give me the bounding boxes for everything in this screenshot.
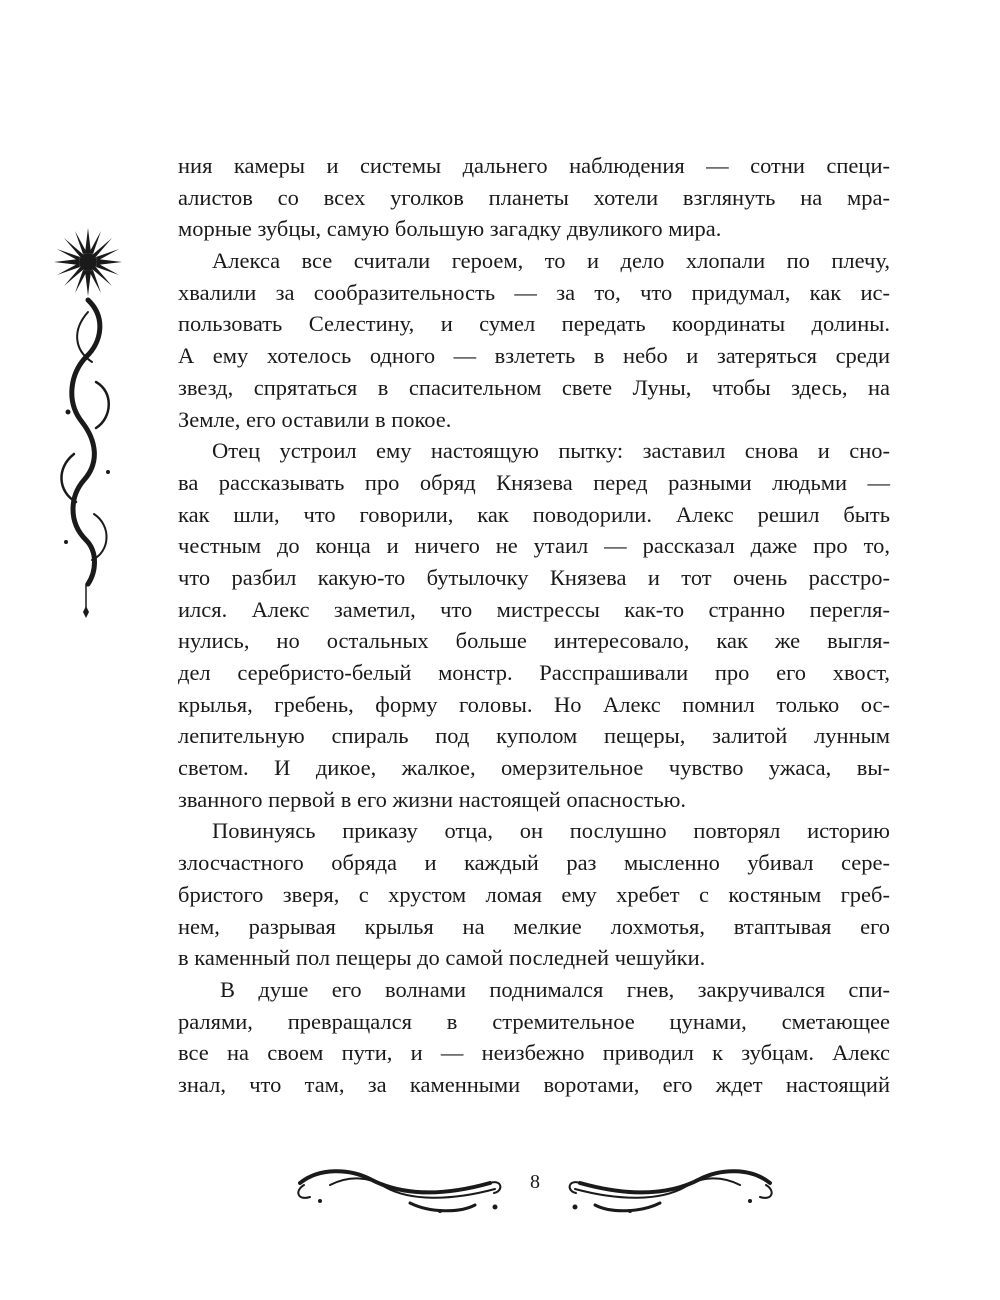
text-line: как шли, что говорили, как поводорили. Алекс решил быть	[178, 501, 890, 527]
text-line: ился. Алекс заметил, что мистрессы как-то странно перегля-	[178, 596, 890, 622]
footer-left-flourish	[290, 1155, 510, 1225]
text-line: ва рассказывать про обряд Князева перед разными людьми —	[178, 469, 890, 495]
text-line: А ему хотелось одного — взлететь в небо и затеряться среди	[178, 343, 890, 369]
text-line: нем, разрывая крылья на мелкие лохмотья, втаптывая его	[178, 913, 890, 939]
text-line: знал, что там, за каменными воротами, его ждет настоящий	[178, 1071, 890, 1097]
text-line: крылья, гребень, форму головы. Но Алекс помнил только ос-	[178, 691, 890, 717]
text-line: Алекса все считали героем, то и дело хлопали по плечу,	[212, 248, 890, 274]
starburst-icon	[54, 228, 122, 296]
text-line: Земле, его оставили в покое.	[178, 406, 452, 432]
text-line: нулись, но остальных больше интересовало, как же выгля-	[178, 628, 890, 654]
text-line: хвалили за сообразительность — за то, что придумал, как ис-	[178, 279, 890, 305]
text-line: морные зубцы, самую большую загадку двуликого мира.	[178, 216, 722, 242]
text-line: пользовать Селестину, и сумел передать координаты долины.	[178, 311, 890, 337]
text-line: алистов со всех уголков планеты хотели взглянуть на мра-	[178, 184, 890, 210]
text-line: светом. И дикое, жалкое, омерзительное чувство ужаса, вы-	[178, 755, 890, 781]
starburst-vine-ornament	[48, 222, 128, 622]
page-footer	[290, 1155, 790, 1225]
text-line: Отец устроил ему настоящую пытку: заставил снова и сно-	[212, 438, 890, 464]
text-line: что разбил какую-то бутылочку Князева и тот очень расстро-	[178, 564, 890, 590]
text-line: дел серебристо-белый монстр. Расспрашивали про его хвост,	[178, 660, 890, 685]
text-line: ния камеры и системы дальнего наблюдения — сотни специ-	[178, 153, 890, 178]
text-line: званного первой в его жизни настоящей опасностью.	[178, 786, 687, 812]
text-line: честным до конца и ничего не утаил — рассказал даже про то,	[178, 533, 890, 559]
text-line: ралями, превращался в стремительное цунами, сметающее	[178, 1008, 890, 1034]
text-line: бристого зверя, с хрустом ломая ему хребет с костяным греб-	[178, 881, 890, 907]
text-line: в каменный пол пещеры до самой последней чешуйки.	[178, 945, 706, 971]
text-line: все на своем пути, и — неизбежно приводил к зубцам. Алекс	[178, 1040, 890, 1066]
footer-right-flourish	[560, 1155, 780, 1225]
text-line: лепительную спираль под куполом пещеры, залитой лунным	[178, 723, 890, 749]
text-line: В душе его волнами поднимался гнев, закручивался спи-	[220, 976, 890, 1002]
text-line: Повинуясь приказу отца, он послушно повторял историю	[212, 818, 890, 844]
text-line: злосчастного обряда и каждый раз мысленно убивал сере-	[178, 850, 890, 876]
text-line: звезд, спрятаться в спасительном свете Луны, чтобы здесь, на	[178, 374, 890, 400]
body-text	[178, 150, 890, 1101]
page-number: 8	[530, 1171, 540, 1193]
